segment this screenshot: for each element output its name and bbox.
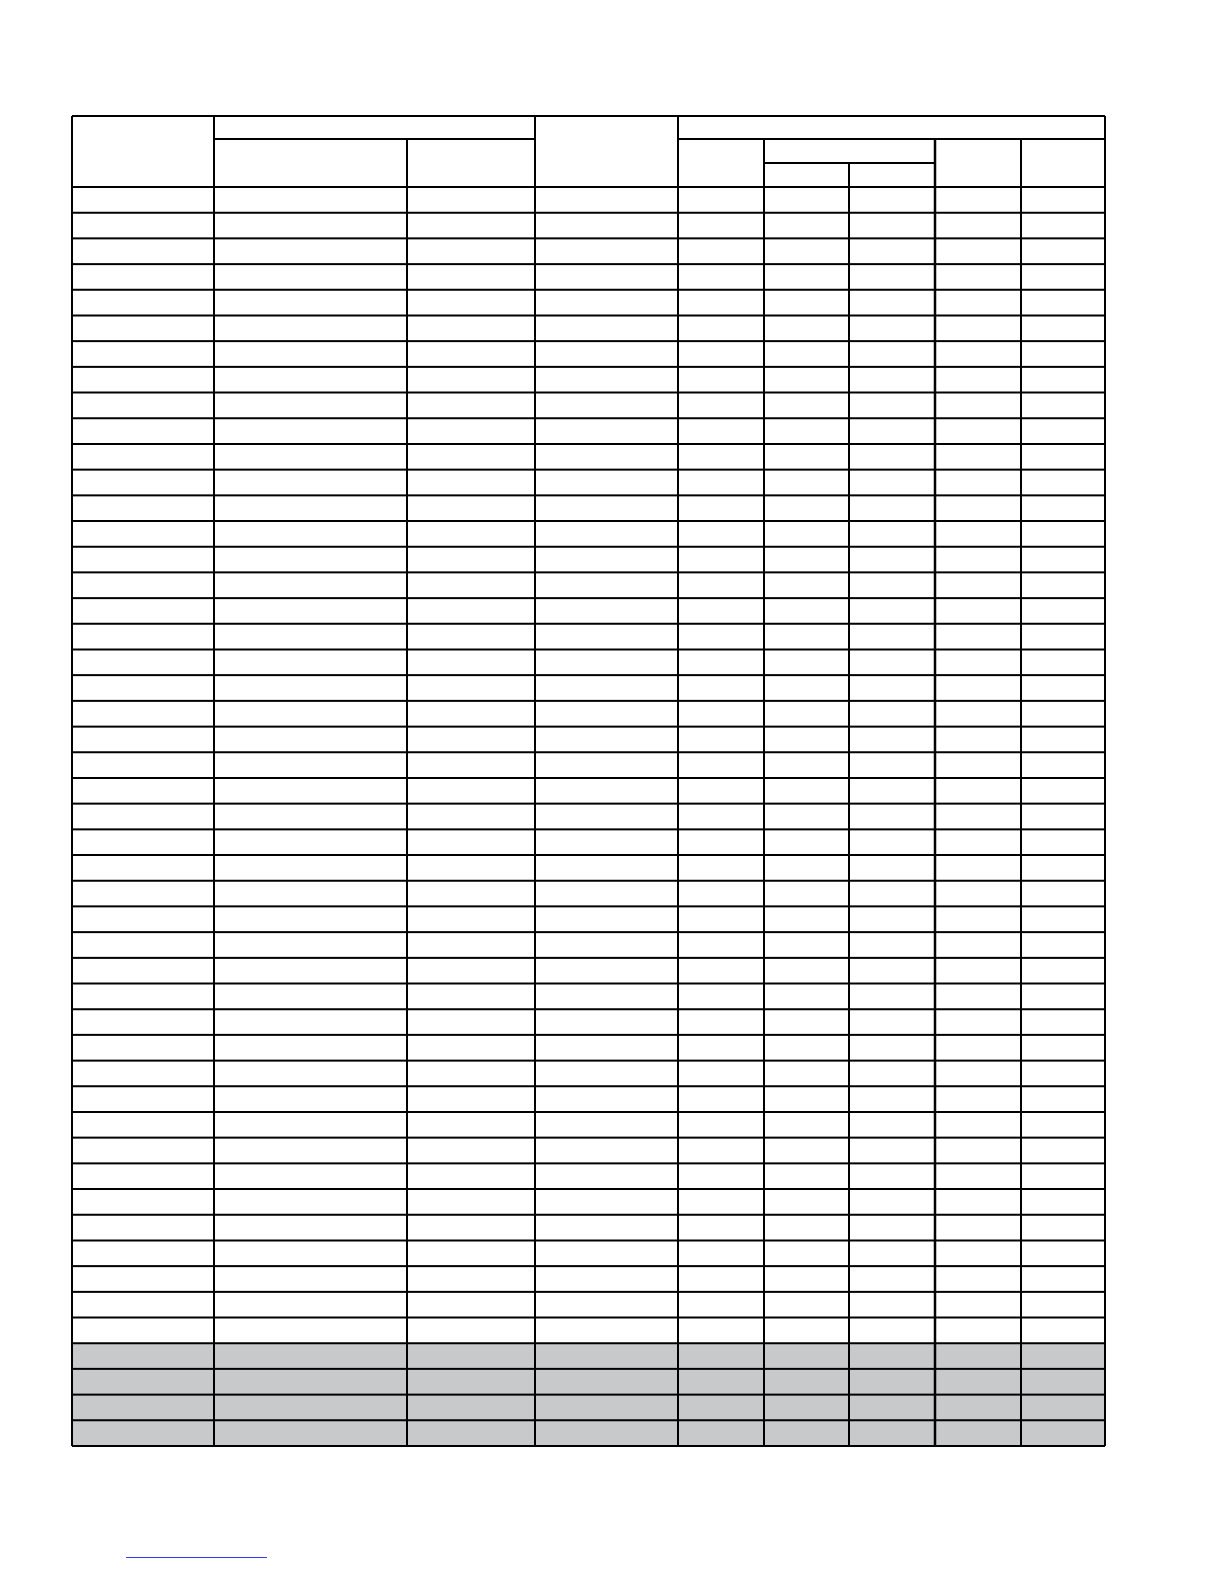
shaded-total-row	[72, 1420, 1105, 1446]
shaded-total-row	[72, 1395, 1105, 1421]
footer-rule	[126, 1557, 267, 1558]
shaded-total-row	[72, 1369, 1105, 1395]
shaded-total-row	[72, 1343, 1105, 1369]
